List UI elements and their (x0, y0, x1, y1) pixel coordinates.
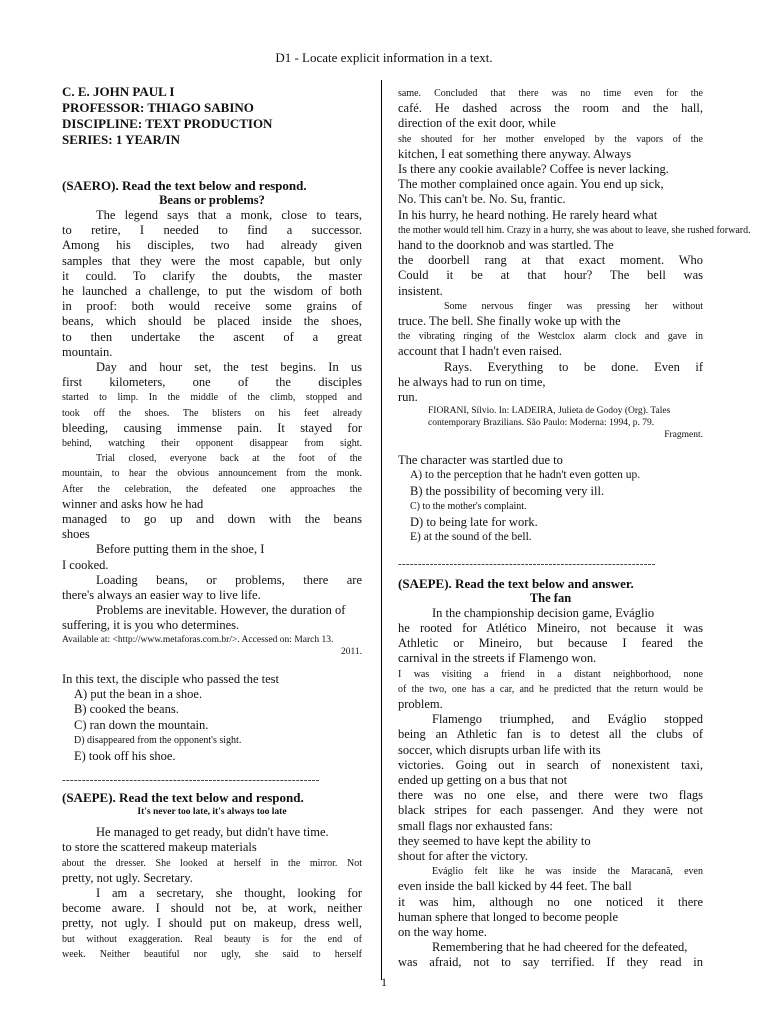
text-line: Before putting them in the shoe, I (96, 542, 265, 557)
text-title: The fan (529, 590, 572, 605)
page-header: D1 - Locate explicit information in a text. (275, 50, 493, 65)
text-line: He managed to get ready, but didn't have time. (96, 825, 329, 840)
text-line: Problems are inevitable. However, the duration of (96, 603, 346, 618)
answer-option: C) to the mother's complaint. (410, 501, 527, 513)
text-line: Among his disciples, two had already given (62, 238, 362, 253)
school-line: C. E. JOHN PAUL I (62, 84, 175, 99)
text-line: mountain. (62, 344, 113, 359)
text-line: run. (398, 390, 418, 405)
source-citation: Available at: <http://www.metaforas.com.br/>. Accessed on: March 13. (62, 634, 334, 645)
text-line: in proof: both would receive some grains of (62, 299, 362, 314)
text-line: about the dresser. She looked at herself in the mirror. Not (62, 857, 362, 869)
text-line: hand to the doorknob and was startled. The (398, 238, 614, 253)
question-heading: (SAERO). Read the text below and respond. (62, 178, 307, 193)
text-line: took off the shoes. The blisters on his feet already (62, 407, 362, 419)
answer-option: E) at the sound of the bell. (410, 531, 532, 544)
text-line: The mother complained once again. You end up sick, (398, 177, 664, 192)
text-line: beans, which should be placed inside the shoes, (62, 314, 362, 329)
text-line: there was no one else, and there were two flags (398, 788, 703, 803)
text-line: truce. The bell. She finally woke up with the (398, 314, 621, 329)
text-line: café. He dashed across the room and the hall, (398, 101, 703, 116)
text-line: shoes (62, 527, 90, 542)
text-line: Flamengo triumphed, and Eváglio stopped (432, 712, 703, 727)
text-line: Is there any cookie available? Coffee is never lacking. (398, 162, 669, 177)
text-line: winner and asks how he had (62, 496, 204, 511)
text-line: In the championship decision game, Eváglio (432, 605, 655, 620)
source-citation-year: 2011. (340, 646, 362, 657)
source-citation: FIORANI, Sílvio. In: LADEIRA, Julieta de Godoy (Org). Tales (428, 406, 671, 417)
text-line: week. Neither beautiful nor ugly, she said to herself (62, 948, 362, 960)
answer-options (398, 468, 703, 546)
answer-option: D) disappeared from the opponent's sight. (74, 735, 242, 747)
separator-line: ----------------------------------------------------------------- (62, 774, 320, 787)
text-line: I am a secretary, she thought, looking for (96, 886, 362, 900)
text-line: insistent. (398, 283, 443, 298)
text-line: to store the scattered makeup materials (62, 840, 257, 855)
text-line: even inside the ball kicked by 44 feet. The ball (398, 879, 632, 894)
text-line: carnival in the streets if Flamengo won. (398, 651, 597, 666)
school-line: SERIES: 1 YEAR/IN (62, 132, 180, 147)
text-line: behind, watching their opponent disappear from sight. (62, 438, 362, 450)
answer-option: B) the possibility of becoming very ill. (410, 483, 605, 498)
text-line: Day and hour set, the test begins. In us (96, 360, 362, 375)
text-line: to then undertake the ascent of a great (62, 329, 362, 344)
source-citation: contemporary Brazilians. São Paulo: Moderna: 1994, p. 79. (428, 418, 655, 429)
text-line: Trial closed, everyone back at the foot of the (96, 453, 362, 465)
text-line: suffering, it is you who determines. (62, 618, 240, 633)
answer-option: C) ran down the mountain. (74, 717, 209, 732)
question-3 (398, 576, 703, 971)
question-heading: (SAEPE). Read the text below and respond. (62, 790, 304, 806)
text-line: it was him, although no one noticed it there (398, 894, 703, 909)
reading-text (398, 606, 703, 971)
text-line: ended up getting on a bus that not (398, 773, 568, 787)
answer-option: D) to being late for work. (410, 514, 538, 529)
text-line: the doorbell rang at that exact moment. Who (398, 253, 703, 268)
text-line: managed to go up and down with the beans (62, 512, 362, 527)
text-title: Beans or problems? (159, 193, 265, 207)
text-line: Some nervous finger was pressing her without (444, 300, 703, 312)
school-line: PROFESSOR: THIAGO SABINO (62, 100, 254, 115)
text-line: victories. Going out in search of nonexistent taxi, (398, 757, 703, 772)
text-line: No. This can't be. No. Su, frantic. (398, 192, 566, 207)
text-line: After the celebration, the defeated one approaches the (62, 483, 362, 495)
text-line: there's always an easier way to live life. (62, 588, 261, 603)
text-line: Eváglio felt like he was inside the Maracanã, even (432, 866, 703, 878)
text-line: to retire, I needed to find a successor. (62, 223, 362, 238)
question-2 (62, 790, 362, 962)
answer-options (62, 687, 362, 765)
text-line: but without exaggeration. Real beauty is for the end of (62, 933, 362, 945)
text-line: The legend says that a monk, close to tears, (96, 208, 362, 222)
text-line: soccer, which disrupts urban life with its (398, 742, 601, 757)
text-line: In his hurry, he heard nothing. He rarely heard what (398, 207, 658, 222)
question-prompt: The character was startled due to (398, 453, 563, 468)
text-line: he rooted for Atlético Mineiro, not because it was (398, 620, 703, 635)
text-line: it could. To clarify the doubts, the master (62, 268, 362, 283)
text-line: shout for after the victory. (398, 849, 529, 864)
text-line: of the two, one has a car, and he predicted that the return would be (398, 683, 703, 695)
question-1 (62, 178, 362, 764)
text-line: Rays. Everything to be done. Even if (444, 359, 703, 374)
reading-text (62, 208, 362, 634)
text-line: problem. (398, 696, 443, 711)
text-line: kitchen, I eat something there anyway. Always (398, 146, 632, 161)
text-line: same. Concluded that there was no time even for the (398, 88, 703, 99)
text-title: It's never too late, it's always too late (137, 807, 287, 818)
separator-line: ----------------------------------------------------------------- (398, 557, 656, 570)
text-line: the mother would tell him. Crazy in a hurry, she was about to leave, she rushed forward. (398, 224, 751, 236)
right-column (398, 86, 751, 971)
text-line: pretty, not ugly. I should put on makeup, dress well, (62, 916, 362, 931)
text-line: I cooked. (62, 557, 109, 572)
answer-option: B) cooked the beans. (74, 702, 179, 717)
left-column (62, 84, 362, 962)
text-line: Athletic or Mineiro, but because I feared the (398, 636, 703, 651)
text-line: black stripes for each passenger. And they were not (398, 803, 703, 818)
text-line: I was visiting a friend in a distant neighborhood, none (398, 668, 703, 680)
text-line: Remembering that he had cheered for the defeated, (432, 940, 688, 955)
text-line: Could it be at that hour? The bell was (398, 268, 703, 283)
source-citation-note: Fragment. (664, 430, 703, 441)
text-line: direction of the exit door, while (398, 116, 556, 131)
text-line: she shouted for her mother enveloped by the vapors of the (398, 133, 703, 145)
text-line: human sphere that longed to become people (398, 909, 619, 924)
text-line: mountain, to hear the obvious announcement from the monk. (62, 468, 362, 480)
text-line: samples that they were the most capable, but only (62, 253, 362, 268)
answer-option: A) to the perception that he hadn't even gotten up. (410, 469, 641, 482)
reading-text (62, 825, 362, 962)
school-line: DISCIPLINE: TEXT PRODUCTION (62, 116, 273, 131)
text-line: they seemed to have kept the ability to (398, 833, 591, 848)
text-line: bleeding, causing immense pain. It stayed for (62, 420, 362, 435)
answer-option: E) took off his shoe. (74, 748, 176, 763)
text-line: started to limp. In the middle of the climb, stopped and (62, 392, 362, 404)
answer-option: A) put the bean in a shoe. (74, 686, 203, 701)
text-line: small flags nor exhausted fans: (398, 818, 553, 833)
text-line: become aware. I should not be, at work, neither (62, 901, 362, 916)
text-line: pretty, not ugly. Secretary. (62, 870, 193, 885)
text-line: being an Athletic fan is to detest all the clubs of (398, 727, 703, 742)
question-heading: (SAEPE). Read the text below and answer. (398, 575, 634, 591)
school-info (62, 84, 362, 148)
reading-text-continued (398, 86, 751, 405)
text-line: first kilometers, one of the disciples (62, 375, 362, 390)
question-prompt: In this text, the disciple who passed the test (62, 671, 279, 686)
text-line: Loading beans, or problems, there are (96, 572, 362, 587)
text-line: the vibrating ringing of the Westclox alarm clock and gave in (398, 331, 703, 343)
text-line: was afraid, not to say terrified. If they read in (398, 955, 703, 970)
text-line: on the way home. (398, 925, 487, 940)
column-divider (381, 80, 382, 980)
text-line: he always had to run on time, (398, 374, 546, 389)
text-line: he launched a challenge, to put the wisdom of both (62, 284, 362, 299)
page-number: 1 (381, 975, 387, 989)
text-line: account that I hadn't even raised. (398, 344, 562, 359)
